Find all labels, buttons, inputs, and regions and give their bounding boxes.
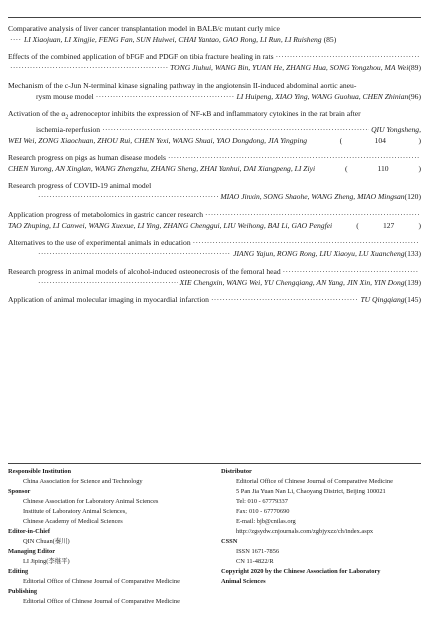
toc-entry[interactable]: Research progress on pigs as human disease models ····· CHEN Yurong, AN Xinglan, WANG Zhengzhu, ZHANG Sheng, ZHAI Yanhui, DAI Xiangpeng, LI Ziyi ( 110 ): [8, 152, 421, 174]
toc-entry[interactable]: Alternatives to the use of experimental animals in education ····· ····· JIANG Yajun, RONG Rong, LIU Xiaoyu, LU Xuancheng ( 133 ): [8, 237, 421, 259]
article-authors: MIAO Jinxin, SONG Shaohe, WANG Zheng, MIAO Mingsan: [220, 192, 405, 202]
distributor-email[interactable]: E-mail: bjb@cnilas.org: [236, 518, 296, 525]
article-title-continued: rysm mouse model: [36, 91, 94, 101]
toc-entry[interactable]: Mechanism of the c-Jun N-terminal kinase signaling pathway in the angiotensin II-induced abdominal aortic aneu- rysm mouse model ····· LI Huipeng, XIAO Ying, WANG Guohua, CHEN Zhinian ( 96 ): [8, 80, 421, 102]
sponsor-value: Institute of Laboratory Animal Sciences,: [23, 508, 127, 515]
sponsor-label: Sponsor: [8, 488, 31, 495]
page-number: 133: [407, 249, 419, 259]
editing-value: Editorial Office of Chinese Journal of Comparative Medicine: [23, 578, 180, 585]
article-authors-continued: WEI Wei, ZONG Xiaochuan, ZHOU Rui, CHEN Yexi, WANG Shuai, YAO Dongdong, JIA Yingping: [8, 135, 308, 145]
masthead-rule: [8, 463, 421, 464]
page-number: 139: [407, 277, 419, 287]
copyright-notice-continued: Animal Sciences: [221, 578, 266, 585]
copyright-notice: Copyright 2020 by the Chinese Association for Laboratory: [221, 568, 381, 575]
article-authors: CHEN Yurong, AN Xinglan, WANG Zhengzhu, ZHANG Sheng, ZHAI Yanhui, DAI Xiangpeng, LI Ziyi: [8, 164, 316, 174]
page-number: 120: [407, 192, 419, 202]
article-title: Activation of the $\alpha_2$ adrenoceptor inhibits the expression of NF-κB and inflammatory cytokines in the rat brain after: [8, 109, 361, 121]
leader-dots: [193, 237, 419, 248]
distributor-website[interactable]: http://zgsydw.cnjournals.com/zgbjyxzz/ch/index.aspx: [236, 528, 374, 535]
leader-dots: [38, 191, 218, 202]
distributor-address: 5 Pan Jia Yuan Nan Li, Chaoyang District, Beijing 100021: [236, 488, 386, 495]
article-authors: LI Huipeng, XIAO Ying, WANG Guohua, CHEN Zhinian: [236, 91, 409, 101]
managing-editor-label: Managing Editor: [8, 548, 56, 555]
toc-entry[interactable]: Research progress in animal models of alcohol-induced osteonecrosis of the femoral head ····· ····· XIE Chengxin, WANG Wei, YU Chengqiang, AN Yang, JIN Xin, YIN Dong ( 139 ): [8, 266, 421, 288]
cn-value: CN 11-4822/R: [236, 558, 274, 565]
top-rule: [8, 17, 421, 18]
page-number: 145: [407, 295, 419, 305]
editor-in-chief-value: QIN Chuan(秦川): [23, 538, 70, 545]
issn-value: ISSN 1671-7856: [236, 548, 280, 555]
leader-dots: [10, 62, 168, 73]
leader-dots: [283, 266, 419, 277]
distributor-fax: Fax: 010 - 67770690: [236, 508, 290, 515]
publishing-label: Publishing: [8, 588, 38, 595]
sponsor-value: Chinese Academy of Medical Sciences: [23, 518, 123, 525]
page-number: 127: [382, 220, 395, 230]
responsible-institution-label: Responsible Institution: [8, 468, 72, 475]
leader-dots: [38, 248, 231, 259]
page-number: 104: [374, 135, 386, 145]
article-title: Mechanism of the c-Jun N-terminal kinase signaling pathway in the angiotensin II-induced abdominal aortic aneu-: [8, 80, 357, 90]
article-title: Comparative analysis of liver cancer transplantation model in BALB/c mutant curly mice: [8, 24, 280, 33]
managing-editor-value: LI Jiping(李继平): [23, 558, 70, 565]
masthead-left-column: [8, 467, 213, 607]
cssn-label: CSSN: [221, 538, 238, 545]
publishing-value: Editorial Office of Chinese Journal of Comparative Medicine: [23, 598, 180, 605]
article-title: Research progress of COVID-19 animal model: [8, 181, 152, 191]
toc-entry[interactable]: Research progress of COVID-19 animal model ····· MIAO Jinxin, SONG Shaohe, WANG Zheng, MIAO Mingsan ( 120 ): [8, 180, 421, 202]
responsible-institution-value: China Association for Science and Technology: [23, 478, 143, 485]
article-authors: TONG Jiuhui, WANG Bin, YUAN He, ZHANG Hua, SONG Yongzhou, MA Wei: [170, 63, 409, 73]
article-authors: LI Xiaojuan, LI Xingjie, FENG Fan, SUN Huiwei, CHAI Yantao, GAO Rong, LI Run, LI Ruisheng: [24, 35, 322, 44]
leader-dots: [10, 34, 22, 45]
article-title: Application of animal molecular imaging in myocardial infarction: [8, 295, 209, 305]
page-number: 85: [326, 35, 334, 44]
article-title-continued: ischemia-reperfusion: [36, 124, 101, 134]
leader-dots: [102, 124, 369, 135]
toc-entry[interactable]: Comparative analysis of liver cancer transplantation model in BALB/c mutant curly mice ····· LI Xiaojuan, LI Xingjie, FENG Fan, SUN Huiwei, CHAI Yantao, GAO Rong, LI Run, LI Ruisheng ( 85 ): [8, 23, 421, 45]
table-of-contents: [8, 23, 421, 311]
toc-entry[interactable]: Effects of the combined application of bFGF and PDGF on tibia fracture healing in rats ····· ····· TONG Jiuhui, WANG Bin, YUAN He, ZHANG Hua, SONG Yongzhou, MA Wei ( 89 ): [8, 51, 421, 73]
toc-entry[interactable]: Application of animal molecular imaging in myocardial infarction ····· TU Qingqiang ( 145 ): [8, 294, 421, 305]
toc-entry[interactable]: Activation of the $\alpha_2$ adrenoceptor inhibits the expression of NF-κB and inflammatory cytokines in the rat brain after ischemia-reperfusion ····· QIU Yongsheng, WEI Wei, ZONG Xiaochuan, ZHOU Rui, CHEN Yexi, WANG Shuai, YAO Dongdong, JIA Yingping ( 104 ): [8, 108, 421, 146]
distributor-tel: Tel: 010 - 67779337: [236, 498, 288, 505]
article-title: Application progress of metabolomics in gastric cancer research: [8, 209, 204, 219]
leader-dots: [276, 51, 419, 62]
leader-dots: [38, 277, 178, 288]
distributor-value: Editorial Office of Chinese Journal of Comparative Medicine: [236, 478, 393, 485]
leader-dots: [168, 152, 419, 163]
article-title: Research progress in animal models of alcohol-induced osteonecrosis of the femoral head: [8, 266, 281, 276]
page-number: 89: [410, 63, 419, 73]
leader-dots: [211, 294, 358, 305]
article-authors: TAO Zhuping, LI Canwei, WANG Xuexue, LI Ying, ZHANG Chenggui, LIU Weihong, BAI Li, GAO Pengfei: [8, 220, 333, 230]
editing-label: Editing: [8, 568, 29, 575]
distributor-label: Distributor: [221, 468, 252, 475]
leader-dots: [205, 209, 419, 220]
leader-dots: [96, 91, 235, 102]
page-number: 110: [377, 164, 389, 174]
page-number: 96: [410, 91, 419, 101]
toc-entry[interactable]: Application progress of metabolomics in gastric cancer research ····· TAO Zhuping, LI Canwei, WANG Xuexue, LI Ying, ZHANG Chenggui, LIU Weihong, BAI Li, GAO Pengfei ( 127 ): [8, 209, 421, 231]
article-authors: XIE Chengxin, WANG Wei, YU Chengqiang, AN Yang, JIN Xin, YIN Dong: [179, 277, 405, 287]
article-title: Research progress on pigs as human disease models: [8, 153, 166, 163]
article-authors: QIU Yongsheng,: [371, 124, 421, 134]
editor-in-chief-label: Editor-in-Chief: [8, 528, 51, 535]
masthead-right-column: [221, 467, 421, 587]
article-title: Effects of the combined application of bFGF and PDGF on tibia fracture healing in rats: [8, 52, 274, 62]
article-title: Alternatives to the use of experimental animals in education: [8, 238, 191, 248]
article-authors: JIANG Yajun, RONG Rong, LIU Xiaoyu, LU Xuancheng: [233, 249, 405, 259]
sponsor-value: Chinese Association for Laboratory Animal Sciences: [23, 498, 159, 505]
article-authors: TU Qingqiang: [360, 295, 405, 305]
